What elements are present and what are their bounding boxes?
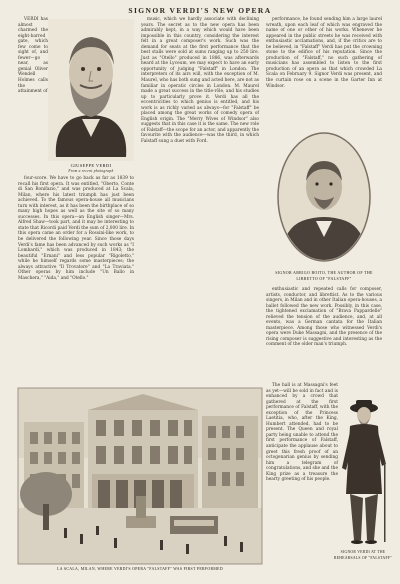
verdi-standing-caption-line2: REHEARSALS OF "FALSTAFF" bbox=[334, 556, 392, 560]
boito-portrait bbox=[276, 131, 372, 263]
paragraph: enthusiastic and repeated calls for composer, artists, conductor, and librettist. As to the various singers, in Milan and in other Italian opera-houses, a ballet followed the new work. Possibly, in this case, the tightened exclamation of "Brava Pappardelle" relieved the tension of the audience, and, at all events, was a German cantata for the Italian masterpiece. Among those who witnessed Verdi's opera were Duke Massagni, and the presence of the rising composer is suggestive and interesting as the comment of the older man's triumph. bbox=[266, 287, 382, 348]
paragraph: VERDI has almost charmed the eight-barred gate, which few come to sight of, and fewer—go near, as genial Oliver Wendell Holmes calls the attainment of bbox=[18, 17, 48, 95]
la-scala-caption: LA SCALA, MILAN, WHERE VERDI'S OPERA "FALSTAFF" WAS FIRST PERFORMED bbox=[57, 567, 223, 571]
verdi-standing-caption-line1: SIGNOR VERDI AT THE bbox=[340, 550, 386, 554]
column-1 bbox=[18, 176, 134, 380]
boito-caption-line1: SIGNOR ARRIGO BOITO, THE AUTHOR OF THE bbox=[275, 270, 373, 275]
verdi-caption-sub: From a recent photograph bbox=[68, 169, 114, 173]
column-3-bottom bbox=[266, 383, 338, 575]
column-1-intro bbox=[18, 17, 48, 95]
la-scala-illustration bbox=[18, 388, 262, 564]
page-headline: SIGNOR VERDI'S NEW OPERA bbox=[128, 6, 272, 15]
column-2 bbox=[141, 17, 259, 383]
paragraph: performance, he found sending him a large laurel wreath, upon each leaf of which was engraved the name of one or other of his works. Whenever he appeared in the public streets he was received with enthusiastic acclamations, and, if the critics are to be believed, in "Falstaff" Verdi has put the crowning stone to the edifice of his reputation. Since the production of "Falstaff," no such gathering of musicians has assembled to listen to the first production of an opera as that which crowded La Scala on February 9. Signor Verdi was present, and the curtain rose on a scene in the Garter Inn at Windsor. bbox=[266, 17, 382, 89]
column-3-middle bbox=[266, 287, 382, 383]
paragraph: music, which we hardly associate with declining years. The secret as to the new opera has been admirably kept, in a way which would have been impossible in this country, considering the interest felt in a great composer's work. Such was the demand for seats at the first performance that the best stalls were sold at sums ranging up to 250 lire. Just as "Otello" produced in 1886, was afterwards heard at the Lyceum, we may expect to have an early opportunity of judging "Falstaff" in London. The interpreters of its airs will, with the exception of M. Maurel, who has both sung and acted here, are not as familiar in operatic circles in London. M. Maurel made a great success in the title-rôle, and his studies up to particularly prove it. Verdi has all the eccentricities to which genius is entitled, and his work is as richly varied as always—for "Falstaff" be placed among the great works of comedy opera of English origin. The "Merry Wives of Windsor" also suggests that in this case it is the same. The new role of Falstaff—the scope for an actor, and apparently the favourite with the audience—was the third, in which Falstaff sung a duet with Ford. bbox=[141, 17, 259, 145]
paragraph: The hall is at Massagni's feet as yet—will be sold in fact and is enhanced by a crowd that gathered at the first performance of Falstaff, with the exception of the Princess Laetitia, who, after the King, Humbert attended, had to be present. The Queen and royal party being unable to attend the first performance of Falstaff, anticipate the applause about to greet this fresh proof of an octogenarian genius by sending him a telegram of congratulations, and she and the King prize as a treasure the hearty greeting of his people. bbox=[266, 383, 338, 483]
boito-caption-line2: LIBRETTO OF "FALSTAFF" bbox=[296, 276, 352, 281]
verdi-caption: GIUSEPPE VERDI bbox=[70, 163, 112, 168]
verdi-standing-illustration bbox=[338, 398, 390, 548]
paragraph: four-score. We have to go back as far as 1839 to recall his first opera. It was entitled, "Oberto, Conte di San Bonifazio," and was produced at La Scala, Milan, where his latest triumph has just been achieved. To the famous opera-house all musicians turn with interest, as it has been the birthplace of so many high hopes as well as the site of so many successes. In this opera—an English singer—Mrs. Alfred Shaw—took part, and it may be interesting to state that Ricordi paid Verdi the sum of 2,000 lire. In this opera came an order for a Rossini-like work, to be delivered the following year. Since those days Verdi's fame has been advanced by such works as "I Lombardi," which was produced in 1843; the beautiful "Ernani" and less popular "Rigoletto," while he himself regards some masterpieces; the always attractive "Il Trovatore" and "La Traviata." Other operas by him include "Un Ballo in Maschera," "Aida," and "Otello." bbox=[18, 176, 134, 281]
verdi-portrait bbox=[46, 17, 136, 163]
column-3-top bbox=[266, 17, 382, 126]
